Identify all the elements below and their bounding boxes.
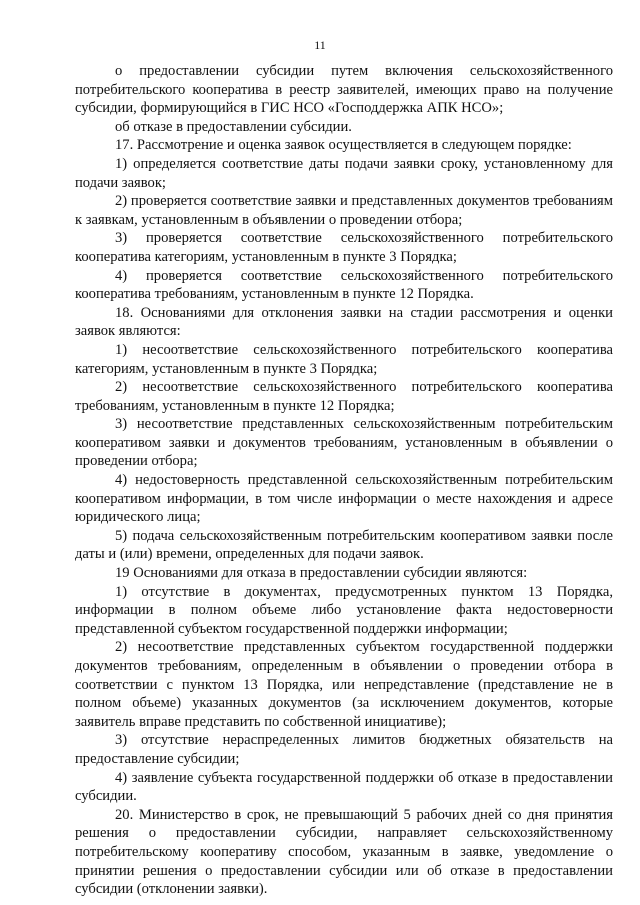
paragraph: 1) определяется соответствие даты подачи заявки сроку, установленному для подачи заявок; [75,155,613,191]
paragraph: 1) отсутствие в документах, предусмотренных пунктом 13 Порядка, информации в полном объеме либо установление факта недостоверности представленной субъектом государственной поддержки информации; [75,583,613,637]
paragraph: 3) отсутствие нераспределенных лимитов бюджетных обязательств на предоставление субсидии; [75,732,613,767]
paragraph: 4) заявление субъекта государственной поддержки об отказе в предоставлении субсидии. [75,769,613,805]
paragraph: 3) несоответствие представленных сельскохозяйственным потребительским кооперативом заявки и документов требованиям, установленным в объявлении о проведении отбора; [75,416,613,470]
paragraph: 19 Основаниями для отказа в предоставлении субсидии являются: [115,565,528,582]
paragraph: 20. Министерство в срок, не превышающий 5 рабочих дней со дня принятия решения о предоставлении субсидии, направляет сельскохозяйственному потребительскому кооперативу способом, указанным в заявке, уведомление о принятии решения о предоставлении субсидии или об отказе в предоставлении субсидии (отклонении заявки). [75,806,613,898]
paragraph: 5) подача сельскохозяйственным потребительским кооперативом заявки после даты и (или) времени, определенных для подачи заявок. [75,527,613,563]
paragraph: 17. Рассмотрение и оценка заявок осуществляется в следующем порядке: [115,137,572,154]
paragraph: 2) несоответствие представленных субъектом государственной поддержки документов требованиям, определенным в объявлении о проведении отбора в соответствии с пунктом 13 Порядка, или непредставление (представление не в полном объеме) указанных документов (за исключением документов, которые заявитель вправе представить по собственной инициативе); [75,639,613,730]
paragraph: 4) недостоверность представленной сельскохозяйственным потребительским кооперативом информации, в том числе информации о месте нахождения и адресе юридического лица; [75,472,613,526]
paragraph: 18. Основаниями для отклонения заявки на стадии рассмотрения и оценки заявок являются: [75,304,613,340]
paragraph: 1) несоответствие сельскохозяйственного потребительского кооператива категориям, установленным в пункте 3 Порядка; [75,341,613,377]
paragraph: 4) проверяется соответствие сельскохозяйственного потребительского кооператива требованиям, установленным в пункте 12 Порядка. [75,267,613,303]
paragraph: о предоставлении субсидии путем включения сельскохозяйственного потребительского кооператива в реестр заявителей, имеющих право на получение субсидии, формирующийся в ГИС НСО «Господдержка АПК НСО»; [75,63,613,117]
document-body [75,62,613,899]
paragraph: об отказе в предоставлении субсидии. [115,118,352,135]
paragraph: 3) проверяется соответствие сельскохозяйственного потребительского кооператива категориям, установленным в пункте 3 Порядка; [75,230,613,265]
paragraph: 2) проверяется соответствие заявки и представленных документов требованиям к заявкам, установленным в объявлении о проведении отбора; [75,193,613,228]
paragraph: 2) несоответствие сельскохозяйственного потребительского кооператива требованиям, установленным в пункте 12 Порядка; [75,379,613,414]
page-number: 11 [314,38,326,52]
